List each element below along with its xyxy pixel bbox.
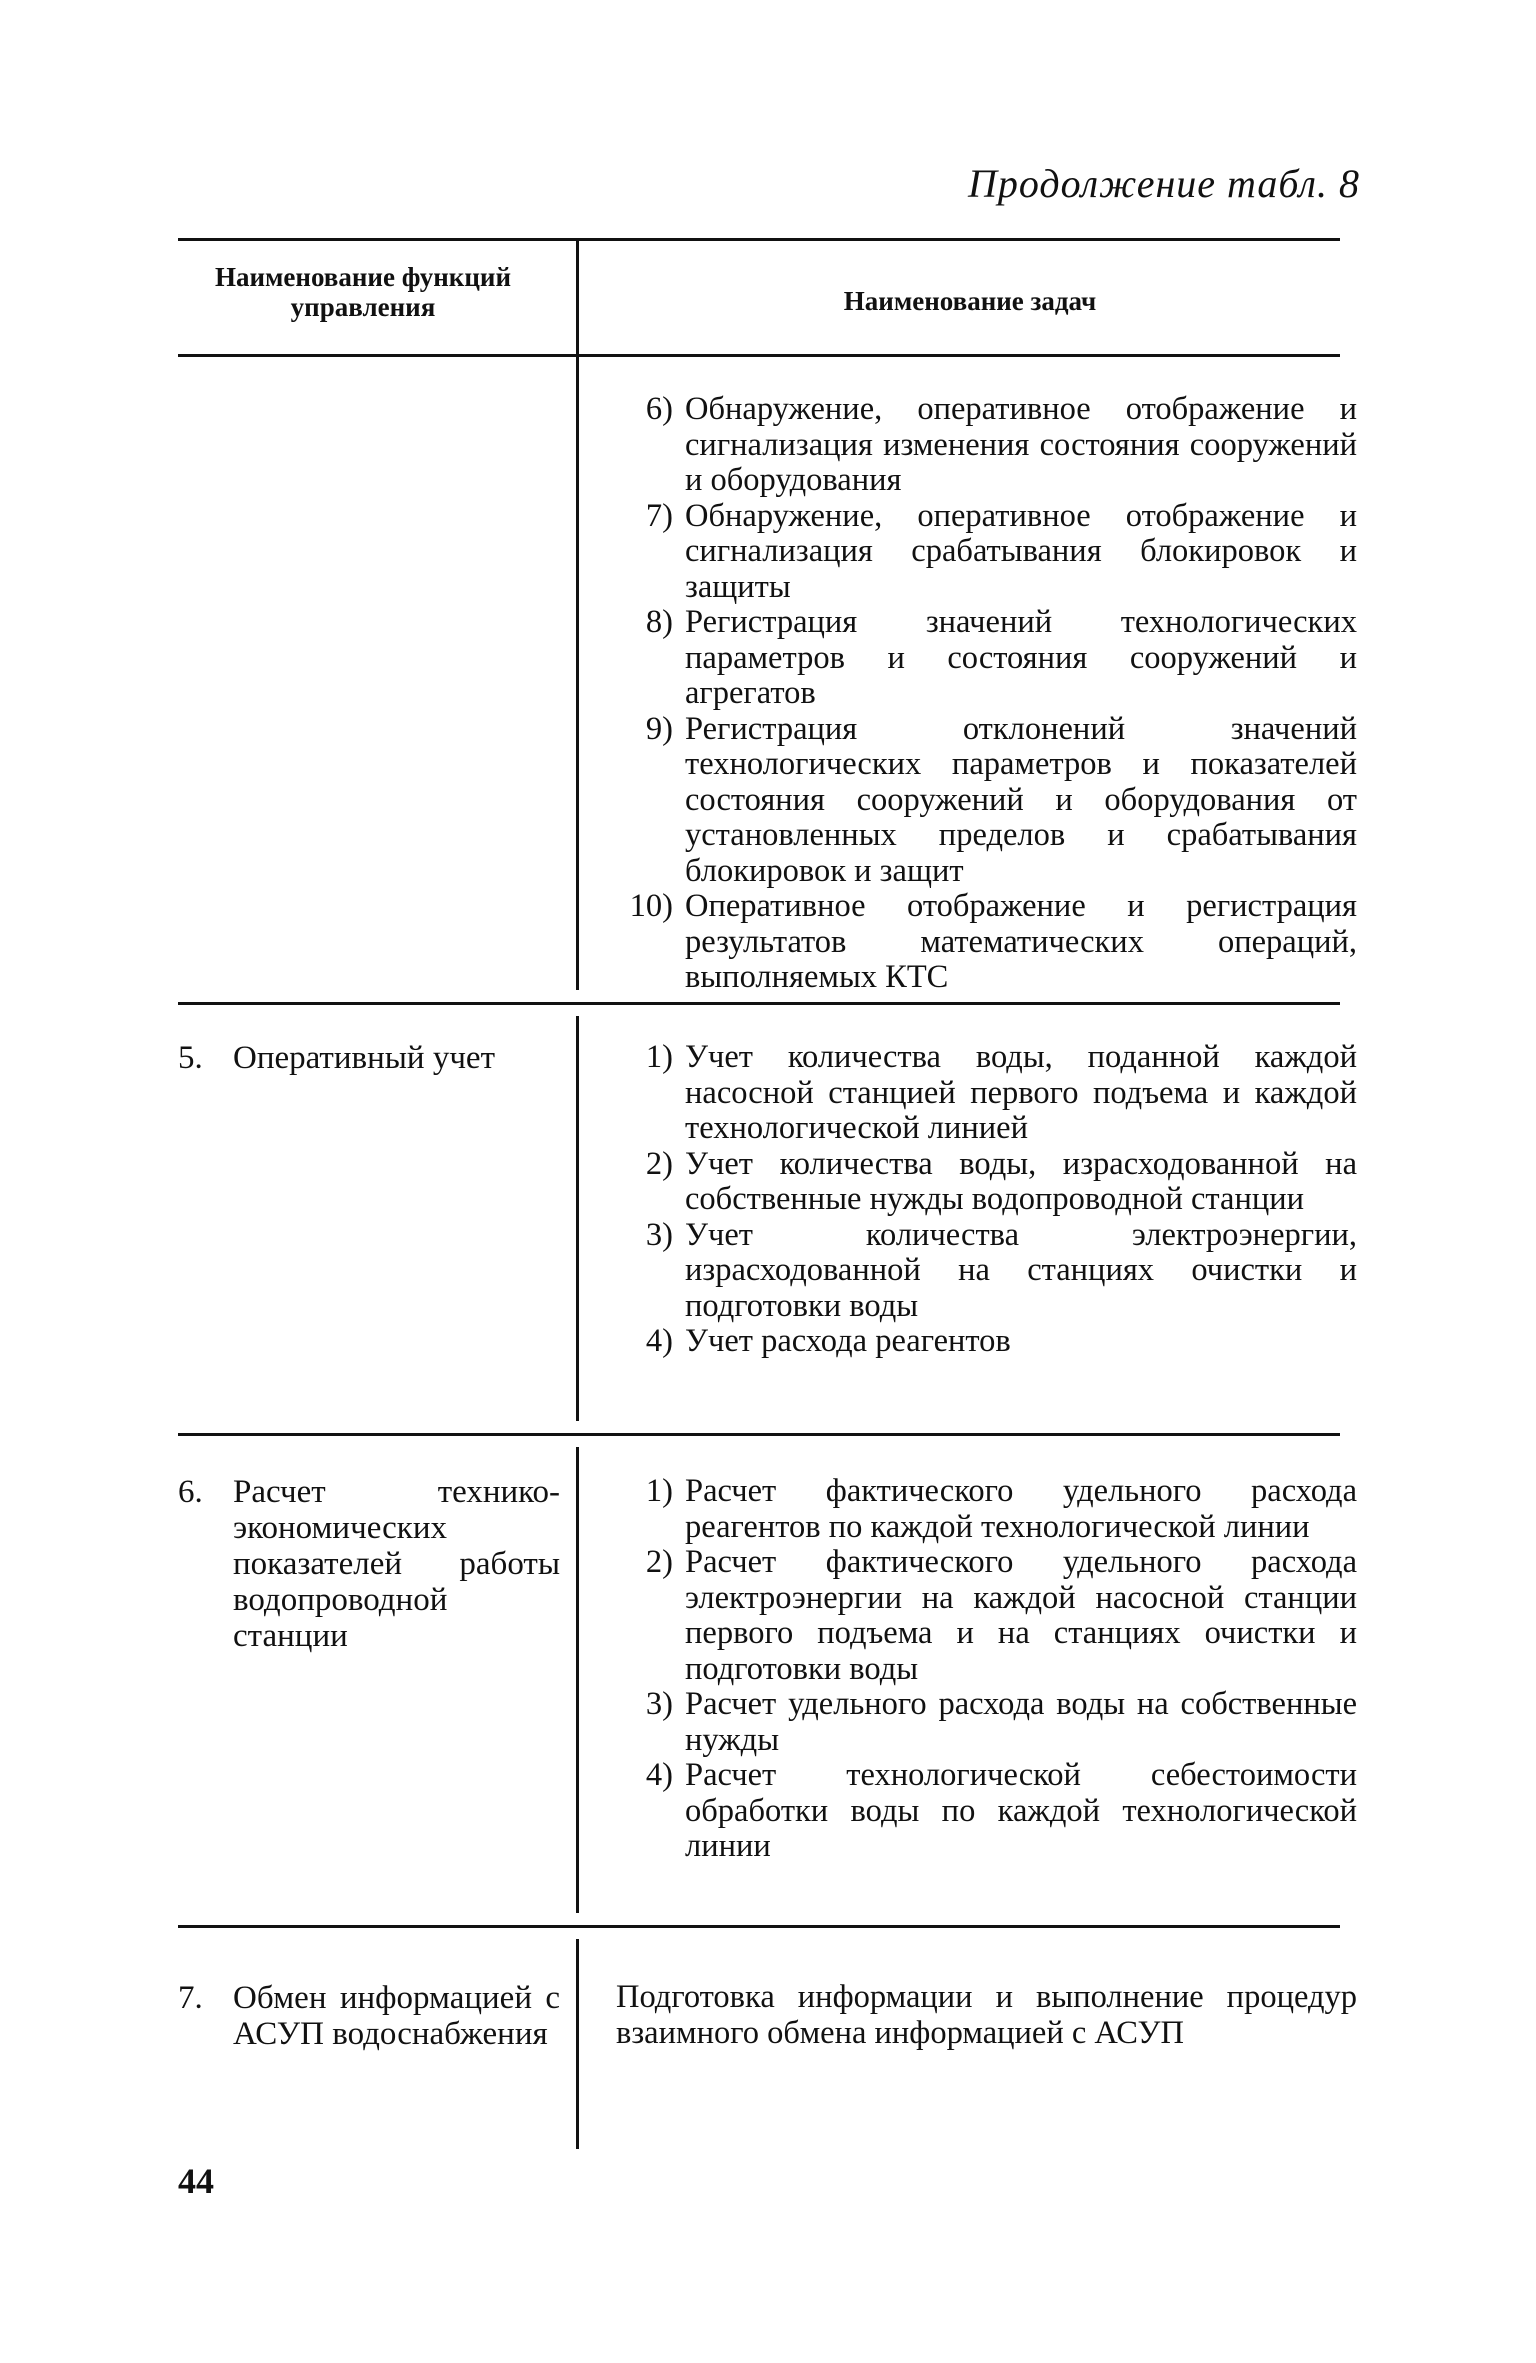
list-item	[605, 1545, 1357, 1687]
function-name: Расчет технико-экономических показателей работы водопроводной станции	[233, 1474, 560, 1654]
task-list	[605, 1040, 1357, 1360]
task-number: 8)	[645, 604, 673, 640]
function-name: Обмен информацией с АСУП водоснабжения	[233, 1980, 560, 2052]
task-number: 7)	[645, 497, 673, 534]
column-divider	[576, 1939, 579, 2149]
task-number: 9)	[645, 710, 673, 747]
table-top-rule	[178, 238, 1340, 241]
task-text: Учет количества воды, поданной каждой насосной станцией первого подъема и каждой технологической линией	[685, 1039, 1357, 1146]
task-text: Расчет фактического удельного расхода электроэнергии на каждой насосной станции первого подъема и на станциях очистки и подготовки воды	[685, 1544, 1357, 1687]
task-number: 3)	[645, 1216, 673, 1253]
table-caption: Продолжение табл. 8	[967, 161, 1360, 206]
list-item	[605, 499, 1357, 606]
task-number: 4)	[645, 1757, 673, 1793]
task-text: Расчет фактического удельного расхода реагентов по каждой технологической линии	[685, 1473, 1357, 1545]
column-divider	[576, 1016, 579, 1421]
function-number: 5.	[178, 1040, 203, 1076]
task-text: Учет количества воды, израсходованной на собственные нужды водопроводной станции	[685, 1145, 1357, 1217]
function-number: 7.	[178, 1980, 203, 2016]
list-item	[605, 1040, 1357, 1147]
row-divider	[178, 1002, 1340, 1005]
task-number: 10)	[629, 888, 673, 924]
list-item	[605, 712, 1357, 890]
header-bottom-rule	[178, 354, 1340, 357]
page-number: 44	[178, 2161, 214, 2201]
task-number: 3)	[645, 1686, 673, 1722]
function-cell	[178, 1474, 560, 1654]
task-text: Регистрация значений технологических параметров и состояния сооружений и агрегатов	[685, 604, 1357, 711]
task-text: Расчет технологической себестоимости обработки воды по каждой технологической линии	[685, 1757, 1357, 1864]
task-text: Подготовка информации и выполнение процедур взаимного обмена информацией с АСУП	[616, 1979, 1357, 2051]
list-item	[605, 605, 1357, 712]
list-item	[605, 1687, 1357, 1758]
function-name: Оперативный учет	[233, 1040, 496, 1076]
task-text: Обнаружение, оперативное отображение и сигнализация срабатывания блокировок и защиты	[685, 497, 1357, 605]
task-number: 2)	[645, 1145, 673, 1182]
list-item	[605, 1218, 1357, 1325]
task-number: 2)	[645, 1544, 673, 1580]
column-divider	[576, 238, 579, 990]
list-item	[605, 1758, 1357, 1865]
list-item	[605, 1474, 1357, 1545]
task-number: 1)	[645, 1473, 673, 1509]
function-number: 6.	[178, 1474, 203, 1510]
row-divider	[178, 1925, 1340, 1928]
list-item	[605, 392, 1357, 499]
header-functions: Наименование функций управления	[214, 262, 512, 322]
row-divider	[178, 1433, 1340, 1436]
function-cell	[178, 1040, 560, 1076]
task-list	[605, 392, 1357, 996]
task-text: Учет количества электроэнергии, израсходованной на станциях очистки и подготовки воды	[685, 1216, 1357, 1324]
task-list	[616, 1980, 1357, 2051]
task-number: 6)	[645, 391, 673, 427]
function-cell	[178, 1980, 560, 2052]
task-list	[605, 1474, 1357, 1865]
task-number: 4)	[645, 1323, 673, 1359]
column-divider	[576, 1447, 579, 1913]
list-item	[605, 1147, 1357, 1218]
list-item	[605, 1324, 1357, 1360]
task-number: 1)	[645, 1039, 673, 1075]
task-text: Учет расхода реагентов	[685, 1323, 1011, 1359]
list-item	[605, 889, 1357, 996]
task-text: Расчет удельного расхода воды на собственные нужды	[685, 1686, 1357, 1758]
task-text: Обнаружение, оперативное отображение и сигнализация изменения состояния сооружений и оборудования	[685, 391, 1357, 498]
task-text: Регистрация отклонений значений технологических параметров и показателей состояния сооружений и оборудования от установленных пределов и срабатывания блокировок и защит	[685, 710, 1357, 889]
task-text: Оперативное отображение и регистрация результатов математических операций, выполняемых КТС	[685, 888, 1357, 995]
header-tasks: Наименование задач	[843, 286, 1097, 316]
